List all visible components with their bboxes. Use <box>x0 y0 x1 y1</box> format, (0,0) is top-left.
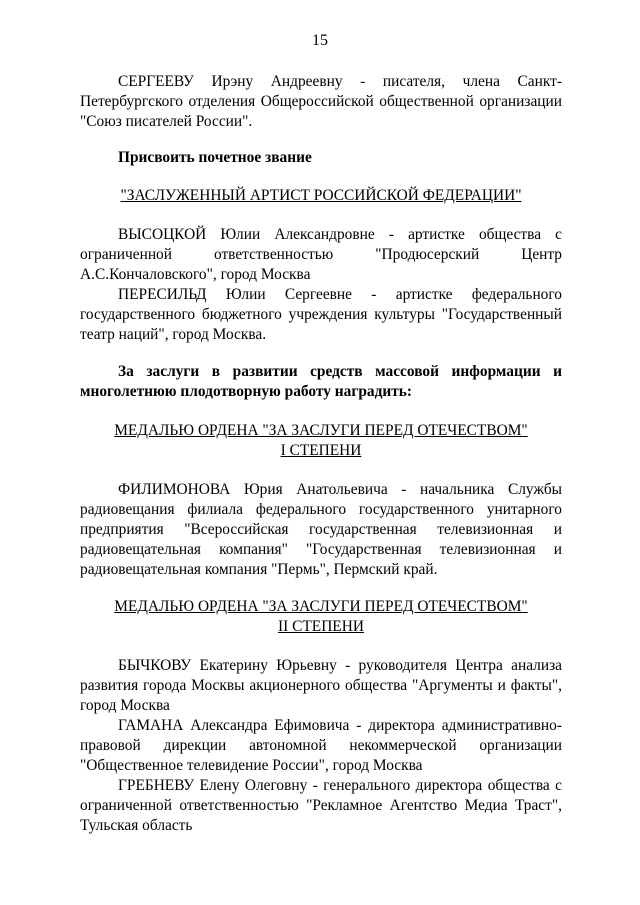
medal-second-degree-heading-line2: II СТЕПЕНИ <box>278 618 364 635</box>
medal-first-degree-heading-line1: МЕДАЛЬЮ ОРДЕНА "ЗА ЗАСЛУГИ ПЕРЕД ОТЕЧЕСТВОМ" <box>114 422 528 439</box>
paragraph-gaman: ГАМАНА Александра Ефимовича - директора административно-правовой дирекции автономной некоммерческой организации "Общественное телевидение России", город Москва <box>80 717 562 774</box>
document-body <box>80 72 562 836</box>
medal-first-degree-heading-line2: I СТЕПЕНИ <box>280 442 362 459</box>
honorary-title-heading: "ЗАСЛУЖЕННЫЙ АРТИСТ РОССИЙСКОЙ ФЕДЕРАЦИИ" <box>120 187 522 204</box>
medal-second-degree-heading-line1: МЕДАЛЬЮ ОРДЕНА "ЗА ЗАСЛУГИ ПЕРЕД ОТЕЧЕСТВОМ" <box>114 598 528 615</box>
paragraph-grebneva: ГРЕБНЕВУ Елену Олеговну - генерального директора общества с ограниченной ответственностью "Рекламное Агентство Медиа Траст", Тульская область <box>80 777 562 834</box>
spacer <box>80 637 562 656</box>
paragraph-bychkova: БЫЧКОВУ Екатерину Юрьевну - руководителя Центра анализа развития города Москвы акционерного общества "Аргументы и факты", город Москва <box>80 657 562 714</box>
spacer <box>80 206 562 225</box>
page-number: 15 <box>312 32 328 49</box>
spacer <box>80 461 562 480</box>
paragraph-sergeeva: СЕРГЕЕВУ Ирэну Андреевну - писателя, члена Санкт-Петербургского отделения Общероссийской общественной организации "Союз писателей России". <box>80 73 562 130</box>
paragraph-vysotskaya: ВЫСОЦКОЙ Юлии Александровне - артистке общества с ограниченной ответственностью "Продюсерский Центр А.С.Кончаловского", город Москва <box>80 226 562 283</box>
merit-intro-heading: За заслуги в развитии средств массовой информации и многолетнюю плодотворную работу наградить: <box>80 363 562 400</box>
paragraph-filimonov: ФИЛИМОНОВА Юрия Анатольевича - начальника Службы радиовещания филиала федерального государственного унитарного предприятия "Всероссийская государственная телевизионная и радиовещательная компания" "Государственная телевизионная и радиовещательная компания "Пермь", Пермский край. <box>80 481 562 578</box>
award-intro-heading: Присвоить почетное звание <box>118 149 312 166</box>
paragraph-peresild: ПЕРЕСИЛЬД Юлии Сергеевне - артистке федерального государственного бюджетного учреждения культуры "Государственный театр наций", город Москва. <box>80 286 562 343</box>
spacer <box>80 402 562 421</box>
